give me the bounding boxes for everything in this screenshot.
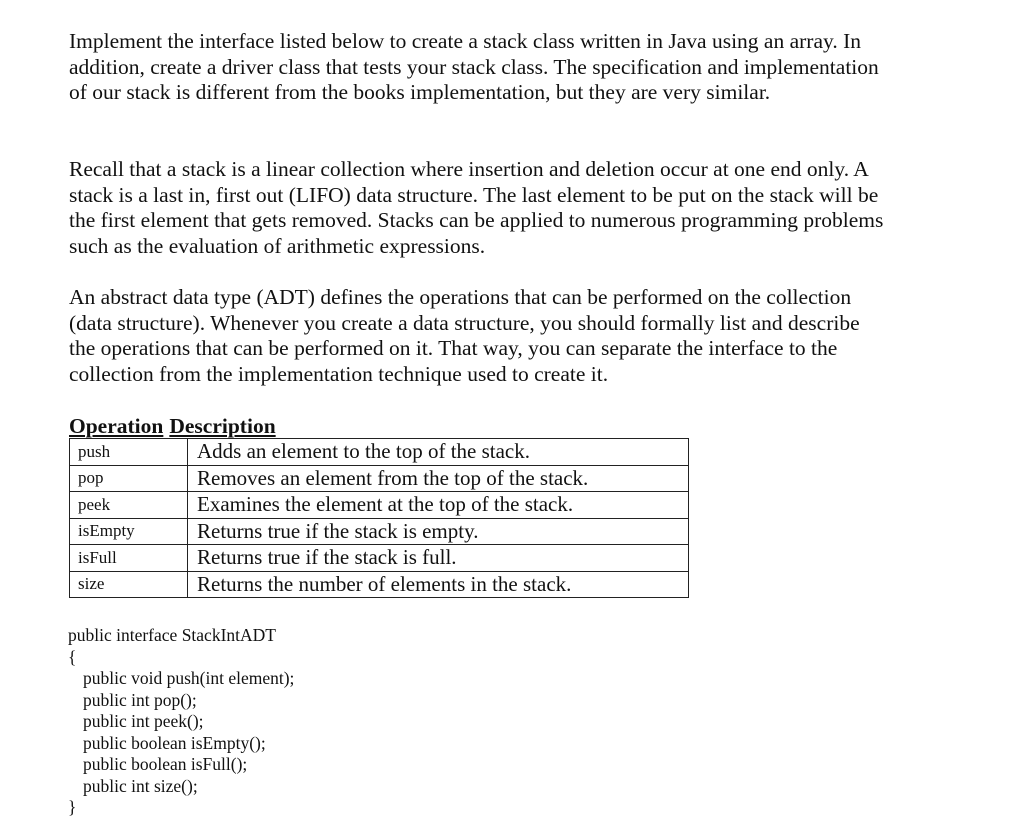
operations-table-header: [69, 413, 276, 439]
operation-name: isFull: [70, 545, 188, 572]
operation-description: Adds an element to the top of the stack.: [188, 439, 689, 466]
interface-code-block: [68, 625, 294, 819]
table-row: [70, 518, 689, 545]
method-signature: public void push(int element);: [83, 668, 295, 688]
intro-paragraph: Implement the interface listed below to create a stack class written in Java using an array. In addition, create a driver class that tests your stack class. The specification and implementation of our stack is different from the books implementation, but they are very similar.: [69, 29, 879, 104]
method-signature: public boolean isEmpty();: [83, 732, 266, 753]
operation-description: Returns true if the stack is empty.: [188, 518, 689, 545]
operation-description: Removes an element from the top of the stack.: [188, 465, 689, 492]
table-row: [70, 545, 689, 572]
operation-name: peek: [70, 492, 188, 519]
operation-name: isEmpty: [70, 518, 188, 545]
adt-paragraph: An abstract data type (ADT) defines the operations that can be performed on the collection (data structure). Whenever you create a data structure, you should formally list and describe the operations that can be performed on it. That way, you can separate the interface to the collection from the implementation technique used to create it.: [69, 285, 860, 386]
operation-description: Returns true if the stack is full.: [188, 545, 689, 572]
operation-description: Returns the number of elements in the stack.: [188, 571, 689, 598]
table-row: [70, 571, 689, 598]
method-signature: public int size();: [83, 775, 198, 796]
operation-name: pop: [70, 465, 188, 492]
table-row: [70, 492, 689, 519]
method-signature: public boolean isFull();: [83, 754, 248, 774]
interface-declaration: public interface StackIntADT: [68, 625, 276, 645]
stack-definition-paragraph: Recall that a stack is a linear collection where insertion and deletion occur at one end only. A stack is a last in, first out (LIFO) data structure. The last element to be put on the stack will be the first element that gets removed. Stacks can be applied to numerous programming problems such as the evaluation of arithmetic expressions.: [69, 157, 884, 258]
header-operation: Operation: [69, 414, 164, 438]
operation-name: size: [70, 571, 188, 598]
close-brace: }: [68, 797, 77, 817]
operations-table: [69, 438, 689, 598]
method-signature: public int peek();: [83, 711, 204, 731]
open-brace: {: [68, 646, 77, 667]
operation-description: Examines the element at the top of the stack.: [188, 492, 689, 519]
operation-name: push: [70, 439, 188, 466]
method-signature: public int pop();: [83, 689, 197, 710]
header-description: Description: [169, 414, 276, 438]
table-row: [70, 439, 689, 466]
table-row: [70, 465, 689, 492]
